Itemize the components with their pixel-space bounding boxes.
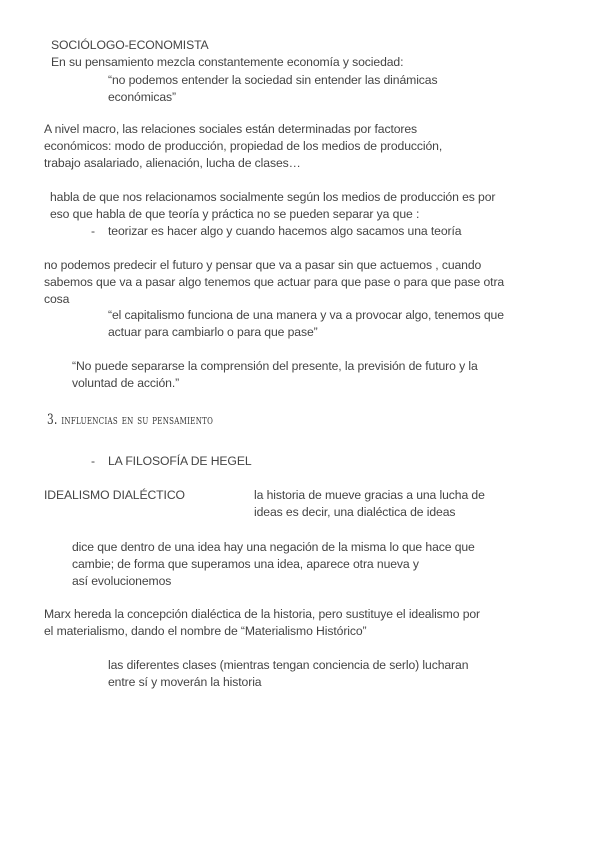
dice-line-1: dice que dentro de una idea hay una negación de la misma lo que hace que (72, 540, 475, 554)
intro-line: En su pensamiento mezcla constantemente economía y sociedad: (51, 55, 404, 69)
clases-line-1: las diferentes clases (mientras tengan conciencia de serlo) lucharan (108, 658, 469, 672)
predecir-line-3: cosa (44, 292, 70, 306)
bullet-dash: - (91, 224, 96, 238)
section-heading: 3. influencias en su pensamiento (47, 412, 214, 428)
idealismo-label: IDEALISMO DIALÉCTICO (44, 488, 185, 502)
bullet-hegel: LA FILOSOFÍA DE HEGEL (108, 454, 252, 468)
quote-sociedad-line-1: “no podemos entender la sociedad sin entender las dinámicas (108, 73, 438, 87)
quote-presente-line-1: “No puede separarse la comprensión del presente, la previsión de futuro y la (72, 359, 478, 373)
marx-line-2: el materialismo, dando el nombre de “Materialismo Histórico” (44, 624, 367, 638)
quote-capitalismo-line-1: “el capitalismo funciona de una manera y va a provocar algo, tenemos que (108, 308, 504, 322)
idealismo-definition-line-2: ideas es decir, una dialéctica de ideas (254, 505, 456, 519)
clases-line-2: entre sí y moverán la historia (108, 675, 262, 689)
macro-line-1: A nivel macro, las relaciones sociales están determinadas por factores (44, 122, 418, 136)
macro-line-3: trabajo asalariado, alienación, lucha de clases… (44, 156, 301, 170)
habla-line-1: habla de que nos relacionamos socialmente según los medios de producción es por (50, 190, 496, 204)
page-title: SOCIÓLOGO-ECONOMISTA (51, 38, 209, 52)
habla-line-2: eso que habla de que teoría y práctica no se pueden separar ya que : (50, 207, 420, 221)
dice-line-3: así evolucionemos (72, 574, 172, 588)
macro-line-2: económicos: modo de producción, propiedad de los medios de producción, (44, 139, 443, 153)
quote-sociedad-line-2: económicas” (108, 90, 176, 104)
idealismo-definition-line-1: la historia de mueve gracias a una lucha de (254, 488, 485, 502)
marx-line-1: Marx hereda la concepción dialéctica de la historia, pero sustituye el idealismo por (44, 607, 481, 621)
bullet-teorizar: teorizar es hacer algo y cuando hacemos algo sacamos una teoría (108, 224, 462, 238)
predecir-line-1: no podemos predecir el futuro y pensar que va a pasar sin que actuemos , cuando (44, 258, 482, 272)
quote-presente-line-2: voluntad de acción.” (72, 376, 180, 390)
dice-line-2: cambie; de forma que superamos una idea, aparece otra nueva y (72, 557, 419, 571)
bullet-dash: - (91, 454, 96, 468)
predecir-line-2: sabemos que va a pasar algo tenemos que actuar para que pase o para que pase otra (44, 275, 505, 289)
quote-capitalismo-line-2: actuar para cambiarlo o para que pase” (108, 325, 318, 339)
